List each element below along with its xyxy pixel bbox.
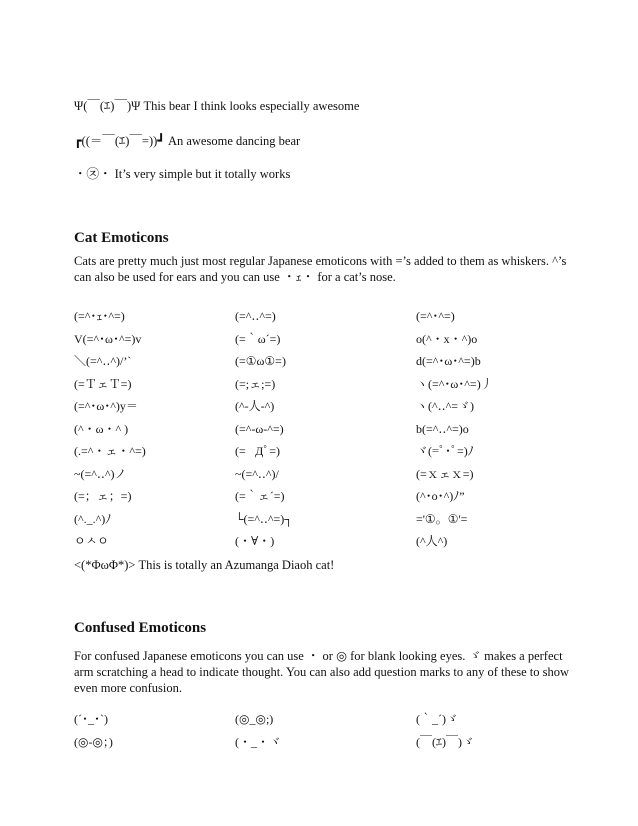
- cat-emoticon: d(=^･ω･^=)b: [416, 354, 481, 368]
- bear-emoticon-line-2: ┏((＝￣(ｴ)￣=))┛ An awesome dancing bear: [74, 134, 301, 148]
- cat-emoticons-paragraph: Cats are pretty much just most regular Japanese emoticons with =’s added to them as whiskers. ^’s can also be used for ears and you can use ・ｪ・ for a cat’s nose.: [74, 254, 567, 284]
- cat-emoticon: (・∀・): [235, 534, 275, 548]
- cat-emoticon: V(=^･ω･^=)v: [74, 331, 142, 346]
- cat-emoticon: ='①。①'=: [416, 511, 468, 526]
- cat-emoticon: (=;ェ;=): [235, 376, 276, 391]
- cat-emoticon: (=^‥^=): [235, 309, 276, 323]
- cat-emoticon: (=；ェ；=): [74, 489, 132, 503]
- cat-emoticon: (^._.^)ﾉ: [74, 511, 112, 526]
- cat-emoticon: (=^-ω-^=): [235, 421, 284, 436]
- cat-emoticon: (^人^): [416, 534, 448, 548]
- cat-emoticon: └(=^‥^=)┐: [235, 511, 293, 526]
- bear-emoticon-line-3: ・㉨・ It’s very simple but it totally works: [74, 167, 291, 181]
- bear-emoticon-line-1: Ψ(￣(ｴ)￣)Ψ This bear I think looks especially awesome: [74, 99, 360, 113]
- cat-emoticon: ~(=^‥^)/: [235, 466, 279, 481]
- cat-emoticon: (^-人-^): [235, 399, 275, 413]
- confused-emoticon: (◎-◎；): [74, 735, 113, 749]
- cat-emoticon: ＼(=^‥^)/’`: [74, 354, 132, 368]
- confused-emoticon: (◎_◎;): [235, 712, 274, 726]
- confused-emoticon: (｀_´)ゞ: [416, 712, 458, 726]
- confused-emoticon-grid: [74, 708, 594, 754]
- cat-emoticon: (=ｘェｘ=): [416, 466, 474, 481]
- cat-emoticon: (=^･ω･^)y＝: [74, 399, 138, 413]
- cat-emoticon: (=^･ｪ･^=): [74, 309, 125, 323]
- cat-emoticon: (=ＴェＴ=): [74, 376, 132, 391]
- cat-emoticon: ヽ(^‥^=ゞ): [416, 399, 475, 413]
- cat-emoticon: (^･o･^)ﾉ”: [416, 489, 465, 503]
- cat-emoticon: (=｀ω´=): [235, 331, 281, 346]
- cat-emoticon: ㅇㅅㅇ: [74, 534, 109, 548]
- confused-emoticons-heading: Confused Emoticons: [74, 620, 207, 636]
- cat-emoticon: (=^･^=): [416, 309, 455, 323]
- cat-emoticon: (=①ω①=): [235, 354, 286, 368]
- confused-emoticons-paragraph: For confused Japanese emoticons you can use ・ or ◎ for blank looking eyes. ゞ makes a perfect arm scratching a head to indicate thought. You can also add question marks to any of these to show even more confusion.: [74, 649, 570, 695]
- confused-emoticon: (￣(ｴ)￣)ゞ: [416, 735, 474, 749]
- cat-emoticons-heading: Cat Emoticons: [74, 230, 169, 246]
- cat-emoticon: (=ﾟДﾟ=): [235, 444, 281, 458]
- cat-emoticon: o(^・x・^)o: [416, 331, 478, 346]
- cat-emoticon: b(=^‥^=)o: [416, 421, 469, 436]
- cat-emoticon: ヽ(=^･ω･^=)丿: [416, 376, 493, 391]
- cat-emoticon: (.=^・ェ・^=): [74, 444, 146, 458]
- cat-emoticon: (=｀ェ´=): [235, 489, 285, 503]
- cat-emoticon-grid: [74, 305, 594, 553]
- azumanga-cat-line: <(*ΦωΦ*)> This is totally an Azumanga Diaoh cat!: [74, 558, 335, 572]
- cat-emoticon: ~(=^‥^)ノ: [74, 466, 127, 481]
- cat-emoticon: (^・ω・^ ): [74, 421, 129, 436]
- confused-emoticon: (・_・ヾ: [235, 735, 281, 749]
- cat-emoticon: ヾ(=ﾟ･ﾟ=)ﾉ: [416, 444, 474, 458]
- confused-emoticon: (´･_･`): [74, 712, 108, 726]
